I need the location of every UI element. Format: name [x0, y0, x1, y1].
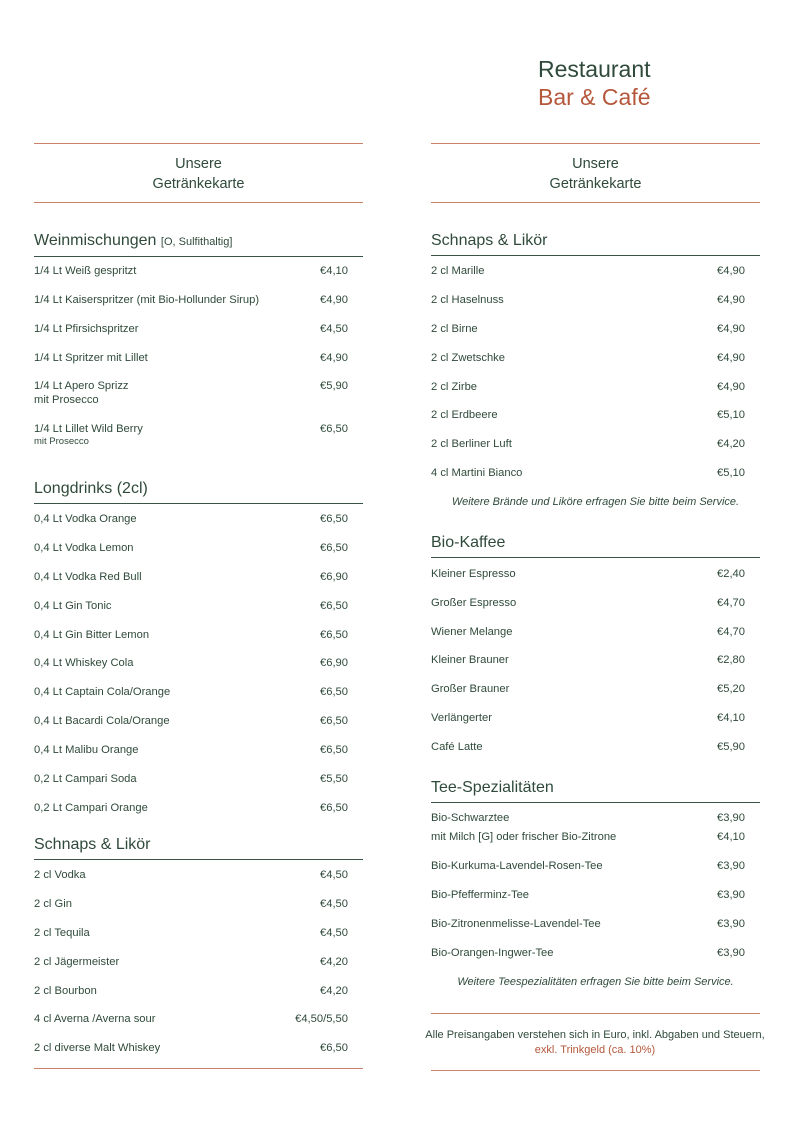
- item-name: 2 cl Berliner Luft: [431, 438, 512, 450]
- item-name: 0,4 Lt Vodka Orange: [34, 513, 137, 525]
- card-title: [34, 144, 363, 202]
- item-price: €4,10: [717, 712, 745, 724]
- section-schnaps-likoer-left: [34, 835, 363, 1054]
- item-name: 0,2 Lt Campari Soda: [34, 773, 137, 785]
- item-price: €4,90: [717, 352, 745, 364]
- item-price: €4,90: [717, 265, 745, 277]
- item-name: mit Milch [G] oder frischer Bio-Zitrone: [431, 831, 617, 843]
- item-price: €4,90: [320, 294, 348, 306]
- item-name-main: 1/4 Lt Lillet Wild Berry: [34, 423, 143, 435]
- item-name: Bio-Schwarztee: [431, 812, 510, 824]
- item-name: 0,4 Lt Malibu Orange: [34, 744, 139, 756]
- footer-text: [420, 1014, 770, 1070]
- item-name: 2 cl Haselnuss: [431, 294, 504, 306]
- card-title-line2: Getränkekarte: [152, 176, 245, 192]
- section-title: Longdrinks (2cl): [34, 479, 363, 504]
- item-name: Wiener Melange: [431, 626, 513, 638]
- item-price: €4,50: [320, 898, 348, 910]
- item-name: 0,4 Lt Gin Bitter Lemon: [34, 629, 150, 641]
- item-name: 2 cl Tequila: [34, 927, 90, 939]
- item-name: Café Latte: [431, 741, 483, 753]
- item-name: Verlängerter: [431, 712, 492, 724]
- section-schnaps-likoer-right: [431, 231, 760, 508]
- footer-line-tip: exkl. Trinkgeld (ca. 10%): [534, 1044, 656, 1056]
- item-price: €3,90: [717, 889, 745, 901]
- item-price: €3,90: [717, 918, 745, 930]
- section-weinmischungen: [34, 231, 363, 447]
- item-name-main: 1/4 Lt Apero Sprizz: [34, 380, 129, 392]
- item-price: €4,90: [717, 294, 745, 306]
- brand-line-bar-cafe: Bar & Café: [538, 84, 651, 110]
- item-name: 2 cl Gin: [34, 898, 72, 910]
- card-title-line1: Unsere: [572, 156, 619, 172]
- item-price: €4,90: [717, 381, 745, 393]
- item-price: €5,20: [717, 683, 745, 695]
- item-name: 0,4 Lt Gin Tonic: [34, 600, 112, 612]
- item-name: 1/4 Lt Kaiserspritzer (mit Bio-Hollunder Sirup): [34, 294, 260, 306]
- item-name: Bio-Orangen-Ingwer-Tee: [431, 947, 554, 959]
- item-price: €4,70: [717, 626, 745, 638]
- section-title: Schnaps & Likör: [34, 835, 363, 860]
- brand-line-restaurant: Restaurant: [538, 56, 651, 82]
- section-title: Bio-Kaffee: [431, 533, 760, 558]
- item-price: €4,70: [717, 597, 745, 609]
- section-bio-kaffee: [431, 533, 760, 753]
- item-name: Kleiner Espresso: [431, 568, 516, 580]
- item-price: €6,90: [320, 571, 348, 583]
- card-title-line2: Getränkekarte: [549, 176, 642, 192]
- item-name: 0,4 Lt Captain Cola/Orange: [34, 686, 171, 698]
- item-price: €4,90: [320, 352, 348, 364]
- item-name: 1/4 Lt Spritzer mit Lillet: [34, 352, 148, 364]
- right-column: [431, 143, 760, 988]
- item-price: €6,50: [320, 600, 348, 612]
- item-name: 0,4 Lt Bacardi Cola/Orange: [34, 715, 170, 727]
- item-price: €6,50: [320, 715, 348, 727]
- service-hint: Weitere Brände und Liköre erfragen Sie bitte beim Service.: [451, 496, 740, 508]
- item-name: 2 cl Zwetschke: [431, 352, 505, 364]
- item-price: €4,20: [320, 956, 348, 968]
- item-name: Bio-Pfefferminz-Tee: [431, 889, 530, 901]
- section-longdrinks: [34, 479, 363, 814]
- item-name: 4 cl Averna /Averna sour: [34, 1013, 156, 1025]
- item-name: 2 cl Zirbe: [431, 381, 478, 393]
- item-name: [34, 422, 143, 448]
- item-price: €5,90: [320, 380, 348, 392]
- divider: [34, 1068, 363, 1069]
- item-name: 1/4 Lt Weiß gespritzt: [34, 265, 137, 277]
- item-price: €5,10: [717, 409, 745, 421]
- item-price: €6,90: [320, 657, 348, 669]
- brand-title: [538, 55, 651, 111]
- price-footer: [420, 1013, 770, 1071]
- item-price: €4,50/5,50: [295, 1013, 348, 1025]
- item-name: 0,2 Lt Campari Orange: [34, 802, 148, 814]
- card-title-line1: Unsere: [175, 156, 222, 172]
- item-price: €4,20: [320, 985, 348, 997]
- left-column: [34, 143, 363, 1054]
- item-name: 2 cl Jägermeister: [34, 956, 120, 968]
- item-subtext: mit Prosecco: [34, 436, 89, 447]
- item-price: €6,50: [320, 1042, 348, 1054]
- item-name: 2 cl Bourbon: [34, 985, 97, 997]
- item-name: 2 cl Birne: [431, 323, 478, 335]
- item-price: €6,50: [320, 423, 348, 435]
- item-name: Großer Espresso: [431, 597, 517, 609]
- footer-line-prices: Alle Preisangaben verstehen sich in Euro, inkl. Abgaben und Steuern,: [425, 1029, 765, 1041]
- item-price: €6,50: [320, 629, 348, 641]
- item-name: Bio-Zitronenmelisse-Lavendel-Tee: [431, 918, 601, 930]
- item-subtext: mit Prosecco: [34, 394, 99, 406]
- item-price: €4,20: [717, 438, 745, 450]
- section-title: [34, 231, 363, 257]
- item-price: €3,90: [717, 812, 745, 824]
- item-name: 1/4 Lt Pfirsichspritzer: [34, 323, 139, 335]
- item-price: €6,50: [320, 802, 348, 814]
- item-price: €5,50: [320, 773, 348, 785]
- section-title-text: Weinmischungen: [34, 232, 157, 249]
- item-price: €4,90: [717, 323, 745, 335]
- item-price: €2,80: [717, 654, 745, 666]
- item-price: €2,40: [717, 568, 745, 580]
- item-price: €3,90: [717, 947, 745, 959]
- section-title: Tee-Spezialitäten: [431, 778, 760, 803]
- section-title-note: [O, Sulfithaltig]: [160, 236, 233, 248]
- item-price: €4,10: [320, 265, 348, 277]
- divider: [431, 202, 760, 203]
- item-name: Bio-Kurkuma-Lavendel-Rosen-Tee: [431, 860, 603, 872]
- divider: [34, 202, 363, 203]
- item-name: 4 cl Martini Bianco: [431, 467, 523, 479]
- item-name: 2 cl diverse Malt Whiskey: [34, 1042, 161, 1054]
- item-name: 2 cl Vodka: [34, 869, 86, 881]
- divider: [431, 1070, 760, 1071]
- item-price: €6,50: [320, 513, 348, 525]
- section-tee-spezialitaeten: [431, 778, 760, 988]
- item-price: €5,90: [717, 741, 745, 753]
- item-name: 2 cl Erdbeere: [431, 409, 498, 421]
- item-price: €6,50: [320, 686, 348, 698]
- section-title: Schnaps & Likör: [431, 231, 760, 256]
- item-name: 0,4 Lt Vodka Red Bull: [34, 571, 142, 583]
- item-name: 0,4 Lt Whiskey Cola: [34, 657, 134, 669]
- item-price: €4,10: [717, 831, 745, 843]
- item-price: €4,50: [320, 323, 348, 335]
- item-price: €5,10: [717, 467, 745, 479]
- item-name: 0,4 Lt Vodka Lemon: [34, 542, 134, 554]
- item-name: Kleiner Brauner: [431, 654, 509, 666]
- item-price: €3,90: [717, 860, 745, 872]
- item-name: Großer Brauner: [431, 683, 510, 695]
- item-name: 2 cl Marille: [431, 265, 485, 277]
- card-title: [431, 144, 760, 202]
- item-price: €6,50: [320, 542, 348, 554]
- item-price: €6,50: [320, 744, 348, 756]
- item-price: €4,50: [320, 869, 348, 881]
- item-name: [34, 379, 129, 407]
- item-price: €4,50: [320, 927, 348, 939]
- service-hint: Weitere Teespezialitäten erfragen Sie bitte beim Service.: [457, 976, 734, 988]
